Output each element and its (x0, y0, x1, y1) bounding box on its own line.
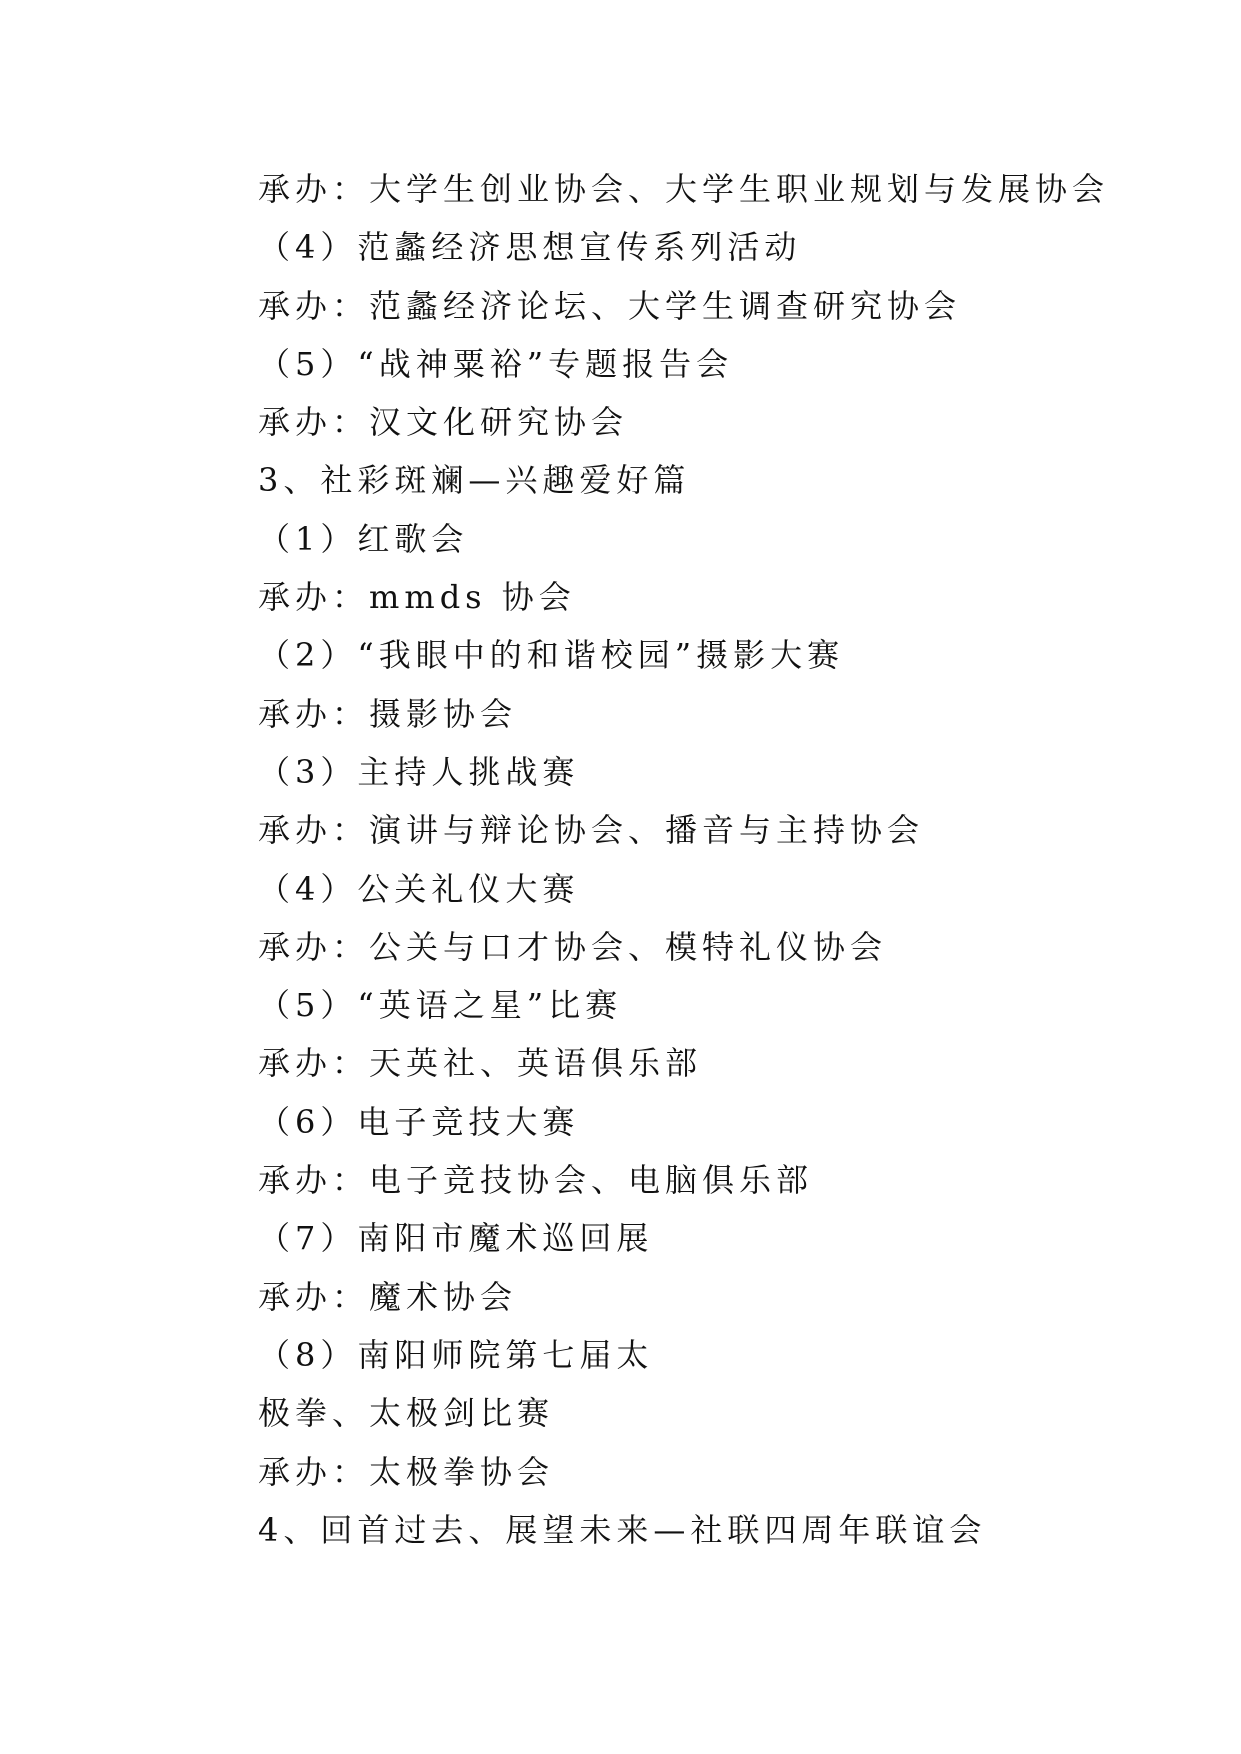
host-line: 承办：魔术协会 (258, 1277, 518, 1316)
host-line: 承办：演讲与辩论协会、播音与主持协会 (258, 811, 925, 850)
document-body (258, 160, 1118, 1559)
host-line: 承办：mmds 协会 (258, 578, 576, 617)
host-line: 承办：范蠡经济论坛、大学生调查研究协会 (258, 286, 962, 325)
activity-item: （4）公关礼仪大赛 (258, 869, 580, 908)
host-line: 承办：公关与口才协会、模特礼仪协会 (258, 927, 888, 966)
activity-item: （6）电子竞技大赛 (258, 1102, 580, 1141)
host-line: 承办：大学生创业协会、大学生职业规划与发展协会 (258, 170, 1110, 208)
activity-item: （2）“我眼中的和谐校园”摄影大赛 (258, 636, 845, 675)
activity-item-continuation: 极拳、太极剑比赛 (258, 1394, 555, 1433)
activity-item: （5）“战神粟裕”专题报告会 (258, 344, 734, 383)
section-heading: 4、回首过去、展望未来—社联四周年联谊会 (258, 1510, 987, 1549)
section-heading: 3、社彩斑斓—兴趣爱好篇 (258, 461, 691, 500)
activity-item: （8）南阳师院第七届太 (258, 1335, 654, 1374)
host-line: 承办：天英社、英语俱乐部 (258, 1044, 703, 1083)
host-line: 承办：太极拳协会 (258, 1452, 555, 1491)
activity-item: （3）主持人挑战赛 (258, 752, 580, 791)
host-line: 承办：摄影协会 (258, 694, 518, 733)
host-line: 承办：汉文化研究协会 (258, 403, 629, 442)
host-line: 承办：电子竞技协会、电脑俱乐部 (258, 1161, 814, 1200)
activity-item: （4）范蠡经济思想宣传系列活动 (258, 228, 802, 267)
activity-item: （7）南阳市魔术巡回展 (258, 1219, 654, 1258)
activity-item: （5）“英语之星”比赛 (258, 986, 623, 1025)
activity-item: （1）红歌会 (258, 519, 469, 558)
